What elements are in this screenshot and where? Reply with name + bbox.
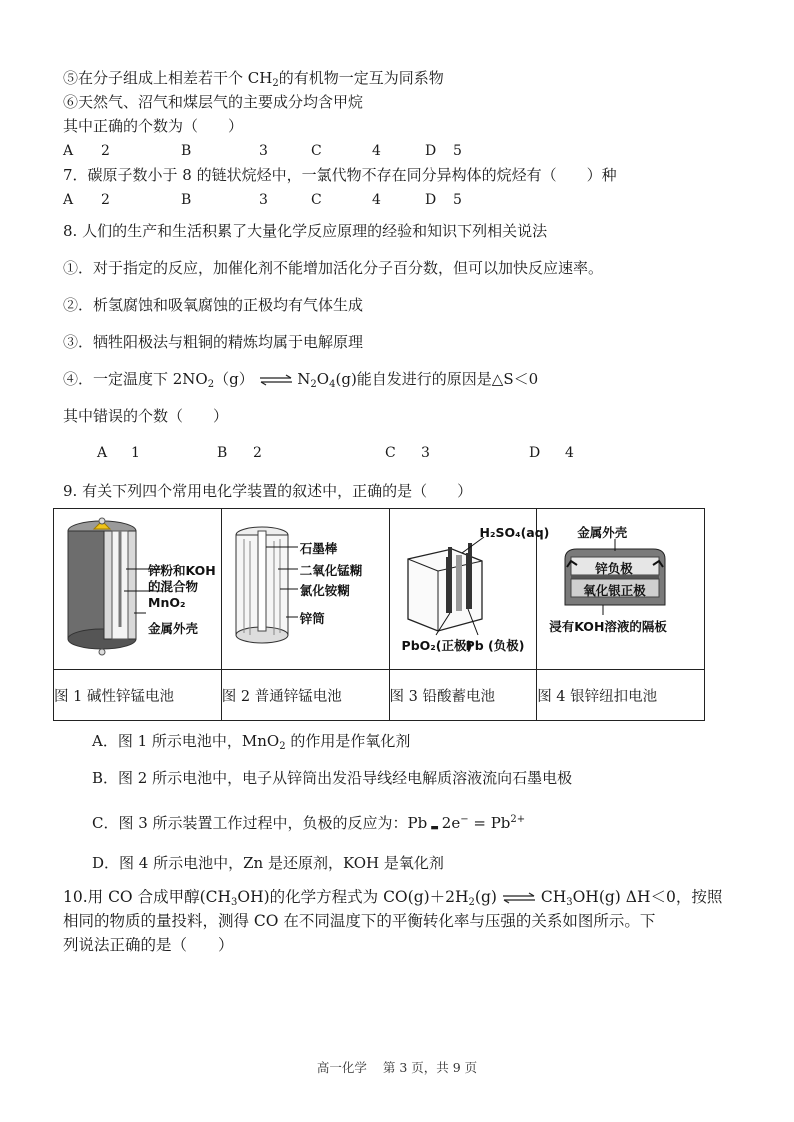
q6-option-c-letter: C xyxy=(311,143,322,159)
q6-option-a-letter: A xyxy=(63,143,74,159)
label-ag2o-positive: 氧化银正极 xyxy=(583,583,646,598)
q8-prompt: 其中错误的个数（ ） xyxy=(63,407,229,425)
q6-option-d-value: 5 xyxy=(453,143,462,159)
figure-4-caption: 图 4 银锌纽扣电池 xyxy=(537,670,705,721)
label-pbo2-positive: PbO₂(正极) xyxy=(401,638,473,653)
q6-option-c-value: 4 xyxy=(372,143,381,159)
q8-option-b-letter: B xyxy=(217,445,228,461)
battery-figure-table xyxy=(53,508,705,721)
q9-option-c: C．图 3 所示装置工作过程中，负极的反应为：Pb ▬ $2e^- = Pb^{2+}$ xyxy=(92,814,526,833)
equilibrium-arrow-icon-2 xyxy=(502,892,536,904)
q9-option-a: A．图 1 所示电池中，MnO$_2$ 的作用是作氧化剂 xyxy=(92,732,411,752)
q8-item-4: ④．一定温度下 $2NO_2(g)$ $N_2O_4(g)$能自发进行的原因是△S＜0 xyxy=(63,370,539,390)
q8-option-a-value: 1 xyxy=(131,445,140,461)
q8-item-2: ②．析氢腐蚀和吸氧腐蚀的正极均有气体生成 xyxy=(63,296,364,314)
label-graphite-rod: 石墨棒 xyxy=(299,541,338,556)
q7-option-d-letter: D xyxy=(425,192,437,208)
label-h2so4: H₂SO₄(aq) xyxy=(479,525,550,540)
label-zinc-koh-mixture: 锌粉和KOH xyxy=(148,563,216,578)
q9-stem: 9. 有关下列四个常用电化学装置的叙述中，正确的是（ ） xyxy=(63,482,473,500)
label-pb-negative: Pb (负极) xyxy=(465,638,525,653)
q7-stem: 7．碳原子数小于 8 的链状烷烃中，一氯代物不存在同分异构体的烷烃有（ ）种 xyxy=(63,166,617,184)
figure-3-lead-acid-battery xyxy=(389,509,550,670)
label-metal-shell-4: 金属外壳 xyxy=(577,525,628,540)
q6-item-6: ⑥天然气、沼气和煤层气的主要成分均含甲烷 xyxy=(63,93,364,111)
q7-option-a-value: 2 xyxy=(101,192,110,208)
q7-option-c-value: 4 xyxy=(372,192,381,208)
q7-option-a-letter: A xyxy=(63,192,74,208)
q10-line-3: 列说法正确的是（ ） xyxy=(63,936,234,954)
q8-item-1: ①．对于指定的反应，加催化剂不能增加活化分子百分数，但可以加快反应速率。 xyxy=(63,259,604,277)
q8-option-d-value: 4 xyxy=(565,445,574,461)
figure-2-caption: 图 2 普通锌锰电池 xyxy=(221,670,389,721)
label-mno2: MnO₂ xyxy=(148,595,186,610)
q10-line-1: 10.用 CO 合成甲醇$(CH_3OH)$的化学方程式为 $CO(g)+2H_2(g)$ $CH_3OH(g)$ ΔH＜0，按照 xyxy=(63,888,723,908)
figure-1-caption: 图 1 碱性锌锰电池 xyxy=(54,670,222,721)
small-minus-mark: ▬ xyxy=(430,823,439,833)
label-zinc-negative: 锌负极 xyxy=(595,561,633,576)
q8-stem: 8. 人们的生产和生活积累了大量化学反应原理的经验和知识下列相关说法 xyxy=(63,222,548,240)
equilibrium-arrow-icon xyxy=(259,374,293,386)
q6-option-d-letter: D xyxy=(425,143,437,159)
figure-1-alkaline-battery xyxy=(54,509,222,670)
q7-option-c-letter: C xyxy=(311,192,322,208)
figure-3-caption: 图 3 铅酸蓄电池 xyxy=(389,670,537,721)
figure-4-button-battery xyxy=(537,509,705,670)
q7-option-b-value: 3 xyxy=(259,192,268,208)
q7-option-d-value: 5 xyxy=(453,192,462,208)
q8-option-b-value: 2 xyxy=(253,445,262,461)
label-koh-separator: 浸有KOH溶液的隔板 xyxy=(549,619,667,634)
q8-option-a-letter: A xyxy=(97,445,108,461)
q8-option-c-value: 3 xyxy=(421,445,430,461)
q8-option-d-letter: D xyxy=(529,445,541,461)
label-mno2-paste: 二氧化锰糊 xyxy=(299,563,363,578)
q6-option-a-value: 2 xyxy=(101,143,110,159)
q6-option-b-value: 3 xyxy=(259,143,268,159)
label-zinc-can: 锌筒 xyxy=(299,611,325,626)
q7-option-b-letter: B xyxy=(181,192,192,208)
label-nh4cl-paste: 氯化铵糊 xyxy=(299,583,350,598)
q8-option-c-letter: C xyxy=(385,445,396,461)
q8-item-3: ③．牺牲阳极法与粗铜的精炼均属于电解原理 xyxy=(63,333,364,351)
q6-item-5: ⑤在分子组成上相差若干个 $CH_2$的有机物一定互为同系物 xyxy=(63,69,444,89)
footer-subject: 高一化学 xyxy=(316,1060,367,1075)
q9-option-d: D．图 4 所示电池中，Zn 是还原剂，KOH 是氧化剂 xyxy=(92,854,444,872)
alkaline-battery-icon xyxy=(54,509,224,667)
page-footer xyxy=(0,1058,794,1076)
q6-option-b-letter: B xyxy=(181,143,192,159)
figure-2-zinc-manganese-battery xyxy=(221,509,389,670)
label-metal-shell: 金属外壳 xyxy=(148,621,199,636)
q10-line-2: 相同的物质的量投料，测得 CO 在不同温度下的平衡转化率与压强的关系如图所示。下 xyxy=(63,912,656,930)
footer-page-number: 第 3 页，共 9 页 xyxy=(382,1060,478,1075)
q9-option-b: B．图 2 所示电池中，电子从锌筒出发沿导线经电解质溶液流向石墨电极 xyxy=(92,769,573,787)
label-mixture: 的混合物 xyxy=(148,579,199,594)
q6-prompt: 其中正确的个数为（ ） xyxy=(63,117,244,135)
